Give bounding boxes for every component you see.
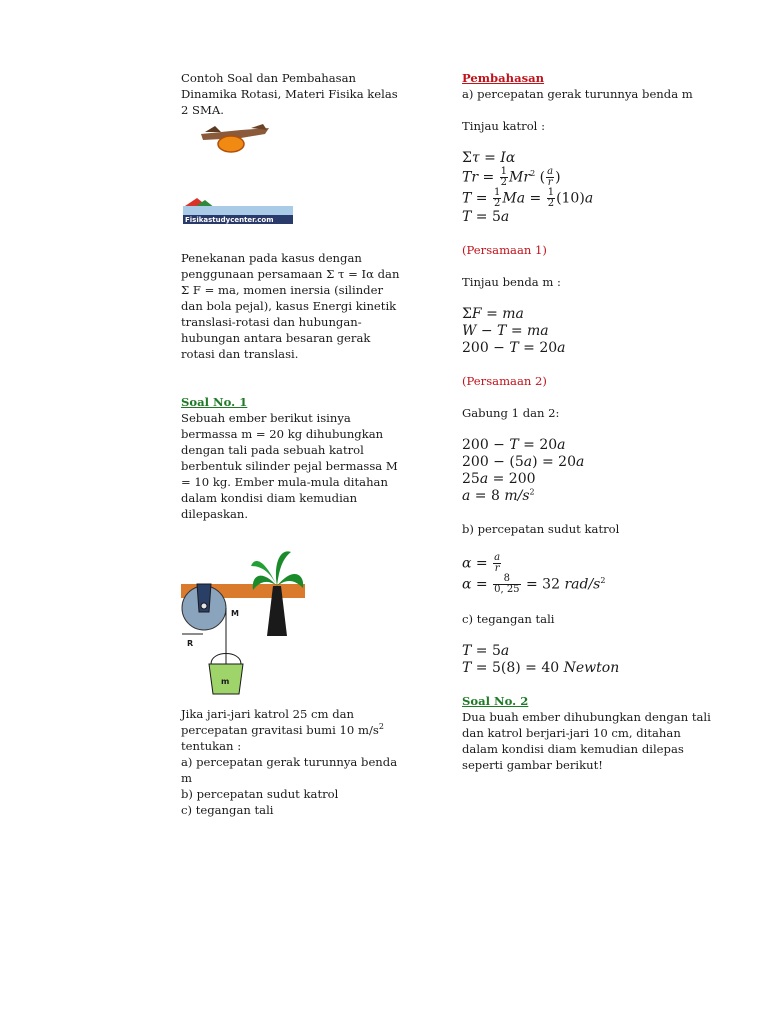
- logo-text: Fisikastudycenter.com: [185, 216, 274, 224]
- tinjau-katrol: Tinjau katrol :: [462, 119, 545, 133]
- left-column: [181, 70, 406, 818]
- soal2-text: Dua buah ember dihubungkan dengan tali dan katrol berjari-jari 10 cm, ditahan dalam kondisi diam kemudian dilepas seperti gambar berikut!: [462, 710, 711, 772]
- summary-text: Penekanan pada kasus dengan penggunaan persamaan Σ τ = Iα dan Σ F = ma, momen inersia (silinder dan bola pejal), kasus Energi kinetik translasi-rotasi dan hubungan-hubungan antara besaran gerak rotasi dan translasi.: [181, 251, 400, 361]
- pulley-bucket-figure: [181, 546, 406, 696]
- pembahasan-heading: Pembahasan: [462, 71, 545, 85]
- answer-a-heading: a) percepatan gerak turunnya benda m: [462, 87, 693, 101]
- katrol-equations: Στ = Iα Tr = $\frac{1}{2}$ Mr$^2$ ( $\frac{a}{r}$ ) T = $\frac{1}{2}$ Ma = $\frac{1}{2}$ (10)a T = 5a: [462, 150, 594, 225]
- site-logo: [181, 194, 406, 234]
- soal2-heading: Soal No. 2: [462, 694, 529, 708]
- label-M: M: [231, 609, 239, 618]
- right-column: [462, 70, 712, 773]
- tinjau-benda: Tinjau benda m :: [462, 275, 561, 289]
- soal1-heading: Soal No. 1: [181, 395, 248, 409]
- answer-c-heading: c) tegangan tali: [462, 612, 555, 626]
- benda-equations: ΣF = ma W − T = ma 200 − T = 20a: [462, 306, 566, 356]
- question-line2: percepatan gravitasi bumi 10 $m/s^2$: [181, 722, 384, 737]
- orange-decoration-image: [181, 118, 406, 184]
- soal1-text: Sebuah ember berikut isinya bermassa m = 20 kg dihubungkan dengan tali pada sebuah katrol berbentuk silinder pejal bermassa M = 10 kg. Ember mula-mula ditahan dalam kondisi diam kemudian dilepaskan.: [181, 411, 398, 521]
- persamaan1-label: (Persamaan 1): [462, 243, 547, 257]
- question-line1: Jika jari-jari katrol 25 cm dan: [181, 707, 355, 721]
- label-R: R: [187, 639, 194, 648]
- persamaan2-label: (Persamaan 2): [462, 374, 547, 388]
- alpha-equations: α = $\frac{a}{r}$ α = $\frac{8}{0, 25}$ = 32 rad/$s^2$: [462, 552, 606, 595]
- tentukan-text: tentukan :: [181, 739, 242, 753]
- question-b: b) percepatan sudut katrol: [181, 787, 339, 801]
- label-m: m: [221, 677, 230, 686]
- intro-text: Contoh Soal dan Pembahasan Dinamika Rotasi, Materi Fisika kelas 2 SMA.: [181, 71, 398, 117]
- answer-b-heading: b) percepatan sudut katrol: [462, 522, 620, 536]
- question-a: a) percepatan gerak turunnya benda m: [181, 755, 398, 785]
- question-c: c) tegangan tali: [181, 803, 274, 817]
- gabung-equations: 200 − T = 20a 200 − (5a) = 20a 25a = 200 a = 8 $m/s^2$: [462, 437, 585, 504]
- gabung-text: Gabung 1 dan 2:: [462, 406, 560, 420]
- tension-equations: T = 5a T = 5(8) = 40 Newton: [462, 643, 620, 676]
